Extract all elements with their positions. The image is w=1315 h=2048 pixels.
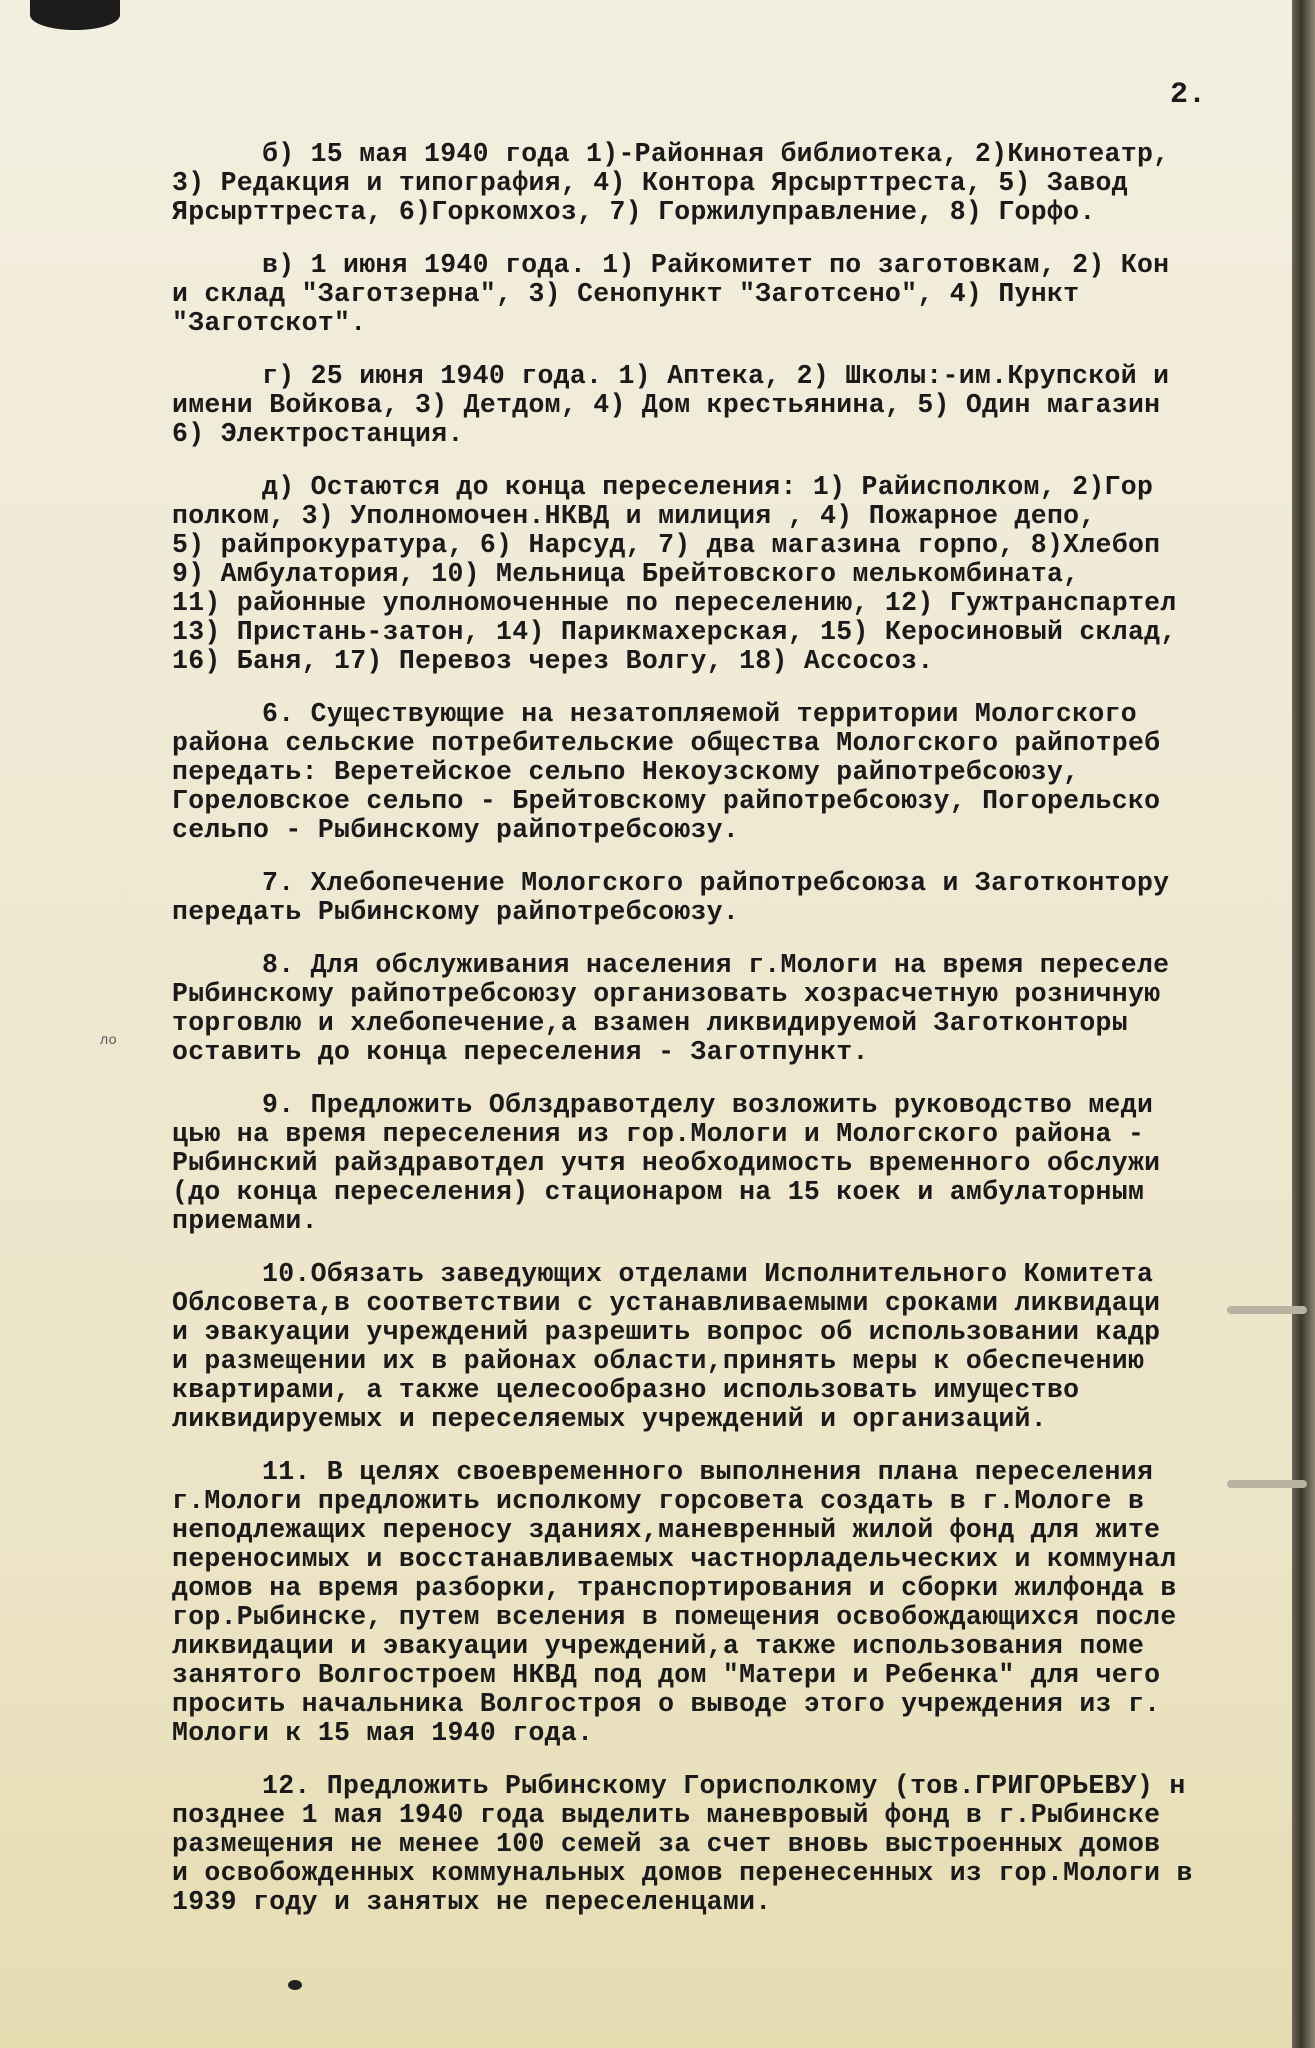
paragraph-p12 bbox=[172, 1772, 1292, 1917]
text-line: 10.Обязать заведующих отделами Исполнительного Комитета bbox=[262, 1260, 1154, 1289]
paragraph-p6 bbox=[172, 700, 1292, 845]
ink-dot bbox=[288, 1980, 302, 1990]
text-line: передать: Веретейское сельпо Некоузскому райпотребсоюзу, bbox=[172, 758, 1080, 787]
paragraph-d bbox=[172, 473, 1292, 676]
text-line: 13) Пристань-затон, 14) Парикмахерская, 15) Керосиновый склад, bbox=[172, 618, 1177, 647]
text-line: Рыбинский райздравотдел учтя необходимость временного обслужи bbox=[172, 1149, 1161, 1178]
text-line: 11. В целях своевременного выполнения плана переселения bbox=[262, 1458, 1154, 1487]
text-line: неподлежащих переносу зданиях,маневренный жилой фонд для жите bbox=[172, 1516, 1161, 1545]
text-line: 8. Для обслуживания населения г.Мологи на время переселе bbox=[262, 951, 1170, 980]
ink-blot bbox=[30, 0, 120, 30]
paragraph-p10 bbox=[172, 1260, 1292, 1434]
text-line: оставить до конца переселения - Заготпункт. bbox=[172, 1038, 869, 1067]
document-body bbox=[172, 140, 1292, 1941]
text-line: (до конца переселения) стационаром на 15 коек и амбулаторным bbox=[172, 1178, 1145, 1207]
text-line: ликвидируемых и переселяемых учреждений и организаций. bbox=[172, 1405, 1047, 1434]
binding-thread bbox=[1227, 1480, 1307, 1488]
text-line: Ярсырттреста, 6)Горкомхоз, 7) Горжилуправление, 8) Горфо. bbox=[172, 198, 1096, 227]
text-line: торговлю и хлебопечение,а взамен ликвидируемой Заготконторы bbox=[172, 1009, 1128, 1038]
text-line: переносимых и восстанавливаемых частнорладельческих и коммунал bbox=[172, 1545, 1177, 1574]
text-line: "Заготскот". bbox=[172, 309, 367, 338]
text-line: 7. Хлебопечение Мологского райпотребсоюза и Заготконтору bbox=[262, 869, 1170, 898]
page-number: 2. bbox=[1170, 78, 1207, 112]
text-line: Рыбинскому райпотребсоюзу организовать хозрасчетную розничную bbox=[172, 980, 1161, 1009]
paragraph-p8 bbox=[172, 951, 1292, 1067]
text-line: и размещении их в районах области,принять меры к обеспечению bbox=[172, 1347, 1145, 1376]
text-line: полком, 3) Уполномочен.НКВД и милиция , 4) Пожарное депо, bbox=[172, 502, 1096, 531]
text-line: 3) Редакция и типография, 4) Контора Ярсырттреста, 5) Завод bbox=[172, 169, 1128, 198]
text-line: 16) Баня, 17) Перевоз через Волгу, 18) Ассосоз. bbox=[172, 647, 934, 676]
text-line: гор.Рыбинске, путем вселения в помещения освобождающихся после bbox=[172, 1603, 1177, 1632]
text-line: 12. Предложить Рыбинскому Горисполкому (тов.ГРИГОРЬЕВУ) н bbox=[262, 1772, 1186, 1801]
paragraph-v bbox=[172, 251, 1292, 338]
text-line: занятого Волгостроем НКВД под дом "Матери и Ребенка" для чего bbox=[172, 1661, 1161, 1690]
text-line: позднее 1 мая 1940 года выделить маневровый фонд в г.Рыбинске bbox=[172, 1801, 1161, 1830]
paragraph-b bbox=[172, 140, 1292, 227]
text-line: в) 1 июня 1940 года. 1) Райкомитет по заготовкам, 2) Кон bbox=[262, 251, 1170, 280]
text-line: 5) райпрокуратура, 6) Нарсуд, 7) два магазина горпо, 8)Хлебоп bbox=[172, 531, 1161, 560]
text-line: ликвидации и эвакуации учреждений,а также использования поме bbox=[172, 1632, 1145, 1661]
text-line: Мологи к 15 мая 1940 года. bbox=[172, 1719, 594, 1748]
text-line: имени Войкова, 3) Детдом, 4) Дом крестьянина, 5) Один магазин bbox=[172, 391, 1161, 420]
paragraph-p9 bbox=[172, 1091, 1292, 1236]
text-line: передать Рыбинскому райпотребсоюзу. bbox=[172, 898, 740, 927]
text-line: района сельские потребительские общества Мологского райпотреб bbox=[172, 729, 1161, 758]
text-line: и освобожденных коммунальных домов перенесенных из гор.Мологи в bbox=[172, 1859, 1193, 1888]
text-line: б) 15 мая 1940 года 1)-Районная библиотека, 2)Кинотеатр, bbox=[262, 140, 1170, 169]
text-line: цью на время переселения из гор.Мологи и Мологского района - bbox=[172, 1120, 1145, 1149]
text-line: приемами. bbox=[172, 1207, 318, 1236]
text-line: Облсовета,в соответствии с устанавливаемыми сроками ликвидаци bbox=[172, 1289, 1161, 1318]
text-line: сельпо - Рыбинскому райпотребсоюзу. bbox=[172, 816, 740, 845]
binding-thread bbox=[1227, 1306, 1307, 1314]
text-line: г.Мологи предложить исполкому горсовета создать в г.Мологе в bbox=[172, 1487, 1145, 1516]
text-line: д) Остаются до конца переселения: 1) Райисполком, 2)Гор bbox=[262, 473, 1154, 502]
text-line: квартирами, а также целесообразно использовать имущество bbox=[172, 1376, 1080, 1405]
text-line: просить начальника Волгостроя о выводе этого учреждения из г. bbox=[172, 1690, 1161, 1719]
text-line: домов на время разборки, транспортирования и сборки жилфонда в bbox=[172, 1574, 1177, 1603]
text-line: и склад "Заготзерна", 3) Сенопункт "Заготсено", 4) Пункт bbox=[172, 280, 1080, 309]
text-line: 11) районные уполномоченные по переселению, 12) Гужтранспартел bbox=[172, 589, 1177, 618]
margin-mark: ло bbox=[100, 1033, 117, 1049]
text-line: Гореловское сельпо - Брейтовскому райпотребсоюзу, Погорельско bbox=[172, 787, 1161, 816]
text-line: 6. Существующие на незатопляемой территории Мологского bbox=[262, 700, 1137, 729]
text-line: и эвакуации учреждений разрешить вопрос об использовании кадр bbox=[172, 1318, 1161, 1347]
text-line: размещения не менее 100 семей за счет вновь выстроенных домов bbox=[172, 1830, 1161, 1859]
text-line: 9) Амбулатория, 10) Мельница Брейтовского мелькомбината, bbox=[172, 560, 1080, 589]
text-line: 6) Электростанция. bbox=[172, 420, 464, 449]
text-line: г) 25 июня 1940 года. 1) Аптека, 2) Школы:-им.Крупской и bbox=[262, 362, 1170, 391]
paragraph-g bbox=[172, 362, 1292, 449]
paragraph-p11 bbox=[172, 1458, 1292, 1748]
text-line: 9. Предложить Облздравотделу возложить руководство меди bbox=[262, 1091, 1154, 1120]
text-line: 1939 году и занятых не переселенцами. bbox=[172, 1888, 772, 1917]
page-binding bbox=[1292, 0, 1315, 2048]
paragraph-p7 bbox=[172, 869, 1292, 927]
